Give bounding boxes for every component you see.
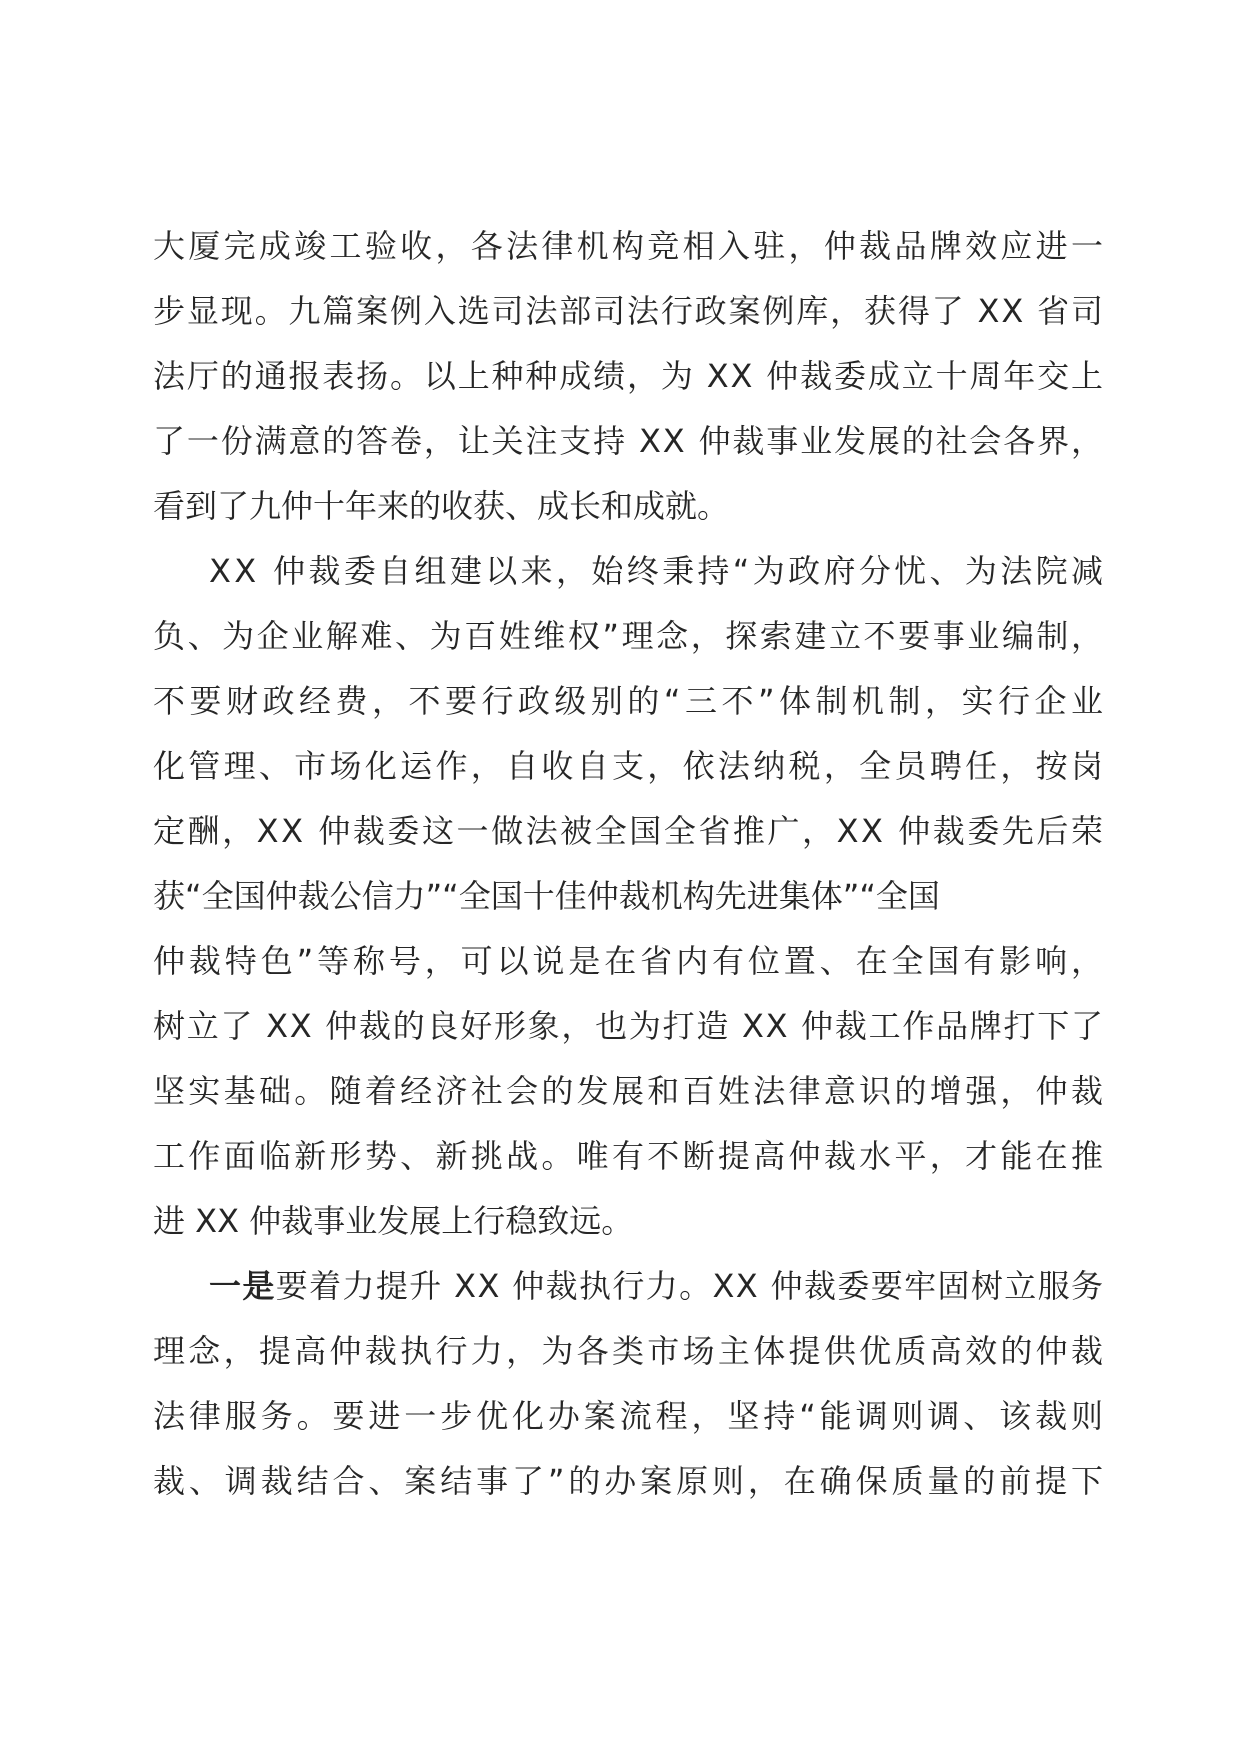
bold-lead-in: 一是 xyxy=(209,1267,276,1305)
text-line-content: 坚实基础。随着经济社会的发展和百姓法律意识的增强，仲裁 xyxy=(153,1072,1107,1110)
text-line-content: 树立了 XX 仲裁的良好形象，也为打造 XX 仲裁工作品牌打下了 xyxy=(153,1007,1105,1045)
text-line-rest: 要着力提升 XX 仲裁执行力。XX 仲裁委要牢固树立服务 xyxy=(275,1267,1105,1305)
text-line xyxy=(153,539,1107,604)
text-line xyxy=(153,669,1108,734)
text-line xyxy=(153,1449,1107,1514)
text-line xyxy=(153,994,1103,1059)
text-line xyxy=(153,929,1107,994)
text-line-content: 看到了九仲十年来的收获、成长和成就。 xyxy=(153,487,730,525)
text-line xyxy=(153,1059,1107,1124)
text-line xyxy=(153,864,1103,929)
text-line-content: 工作面临新形势、新挑战。唯有不断提高仲裁水平，才能在推 xyxy=(153,1137,1107,1175)
text-line xyxy=(153,1124,1107,1189)
text-line-content: XX 仲裁委自组建以来，始终秉持“为政府分忧、为法院减 xyxy=(209,552,1107,590)
text-line xyxy=(153,474,1103,539)
text-line xyxy=(153,604,1106,669)
text-line xyxy=(153,344,1103,409)
text-line-content: 不要财政经费，不要行政级别的“三不”体制机制，实行企业 xyxy=(153,682,1108,720)
text-line xyxy=(153,1319,1107,1384)
text-line-content: 法律服务。要进一步优化办案流程，坚持“能调则调、该裁则 xyxy=(153,1397,1107,1435)
text-line-content: 法厅的通报表扬。以上种种成绩，为 XX 仲裁委成立十周年交上 xyxy=(153,357,1105,395)
text-line xyxy=(153,279,1103,344)
text-line xyxy=(153,214,1107,279)
text-line-content: 步显现。九篇案例入选司法部司法行政案例库，获得了 XX 省司 xyxy=(153,292,1105,330)
text-line-content: 了一份满意的答卷，让关注支持 XX 仲裁事业发展的社会各界， xyxy=(153,422,1105,460)
text-line xyxy=(153,1189,1103,1254)
text-line-content: 大厦完成竣工验收，各法律机构竞相入驻，仲裁品牌效应进一 xyxy=(153,227,1107,265)
text-line-content: 定酬，XX 仲裁委这一做法被全国全省推广，XX 仲裁委先后荣 xyxy=(153,812,1106,850)
text-line xyxy=(153,734,1107,799)
text-line xyxy=(153,409,1103,474)
paragraph-1 xyxy=(153,214,1107,539)
text-line xyxy=(153,799,1106,864)
paragraph-3 xyxy=(153,1254,1107,1514)
text-line-content: 裁、调裁结合、案结事了”的办案原则，在确保质量的前提下 xyxy=(153,1462,1107,1500)
document-body xyxy=(153,214,1108,1514)
text-line-content: 化管理、市场化运作，自收自支，依法纳税，全员聘任，按岗 xyxy=(153,747,1107,785)
text-line xyxy=(153,1254,1103,1319)
text-line-content: 获“全国仲裁公信力”“全国十佳仲裁机构先进集体”“全国 xyxy=(153,877,940,915)
paragraph-2 xyxy=(153,539,1108,1254)
text-line-content: 理念，提高仲裁执行力，为各类市场主体提供优质高效的仲裁 xyxy=(153,1332,1107,1370)
text-line-content: 负、为企业解难、为百姓维权”理念，探索建立不要事业编制， xyxy=(153,617,1106,655)
text-line-content: 仲裁特色”等称号，可以说是在省内有位置、在全国有影响， xyxy=(153,942,1107,980)
text-line-content: 进 XX 仲裁事业发展上行稳致远。 xyxy=(153,1202,634,1240)
text-line-content xyxy=(209,1254,1104,1319)
text-line xyxy=(153,1384,1107,1449)
